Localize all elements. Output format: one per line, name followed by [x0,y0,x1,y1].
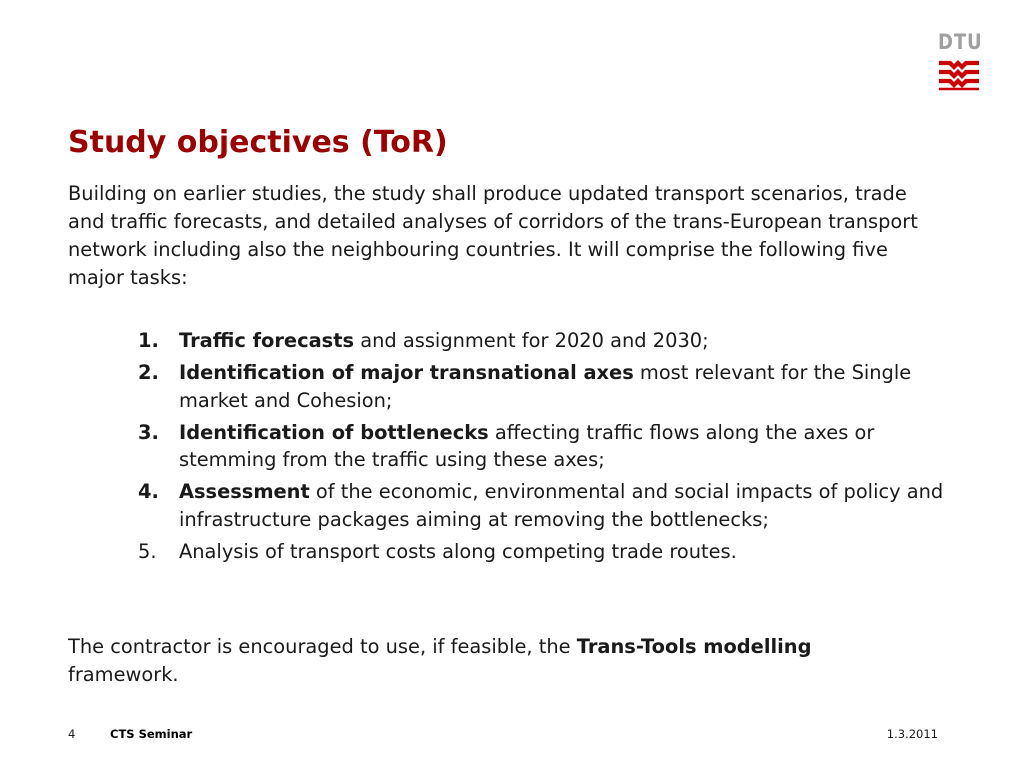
outro-text-after: framework. [68,663,179,686]
task-bold-text: Identification of major transnational axes [179,361,634,384]
task-number: 2. [138,361,159,384]
task-text [179,359,948,414]
list-item [138,327,948,355]
task-rest-text: most relevant for the Single market and Cohesion; [179,361,912,412]
task-number: 3. [138,420,159,444]
task-list [138,327,948,570]
task-rest-text: affecting traffic flows along the axes or stemming from the traffic using these axes; [179,420,875,471]
footer [0,726,1024,742]
outro-text-before: The contractor is encouraged to use, if feasible, the [68,635,577,658]
footer-date: 1.3.2011 [886,727,938,741]
task-number: 5. [138,539,157,563]
list-item [138,359,948,414]
outro-paragraph [68,633,898,689]
task-number: 1. [138,329,159,352]
list-item [138,419,948,474]
task-rest-text: of the economic, environmental and social impacts of policy and infrastructure packages aiming at removing the bottlenecks; [179,480,944,531]
list-item [138,538,948,566]
dtu-logo [938,30,983,92]
task-number: 4. [138,480,159,503]
logo-text: DTU [938,30,983,54]
task-text [179,419,948,474]
task-text [179,327,948,355]
slide-title: Study objectives (ToR) [68,125,448,160]
footer-title: CTS Seminar [110,727,193,741]
list-item [138,478,948,533]
outro-bold-text: Trans-Tools modelling [576,635,812,658]
task-bold-text: Traffic forecasts [179,329,355,352]
task-text [179,478,948,533]
task-text [179,538,948,566]
page-number: 4 [68,727,76,741]
dtu-waves-icon [938,59,980,91]
task-bold-text: Identification of bottlenecks [179,420,489,444]
task-rest-text: Analysis of transport costs along competing trade routes. [179,539,737,563]
task-rest-text: and assignment for 2020 and 2030; [354,329,709,352]
intro-paragraph: Building on earlier studies, the study shall produce updated transport scenarios, trade and traffic forecasts, and detailed analyses of corridors of the trans-European transport network including also the neighbouring countries. It will comprise the following five major tasks: [68,182,918,289]
task-bold-text: Assessment [179,480,310,503]
